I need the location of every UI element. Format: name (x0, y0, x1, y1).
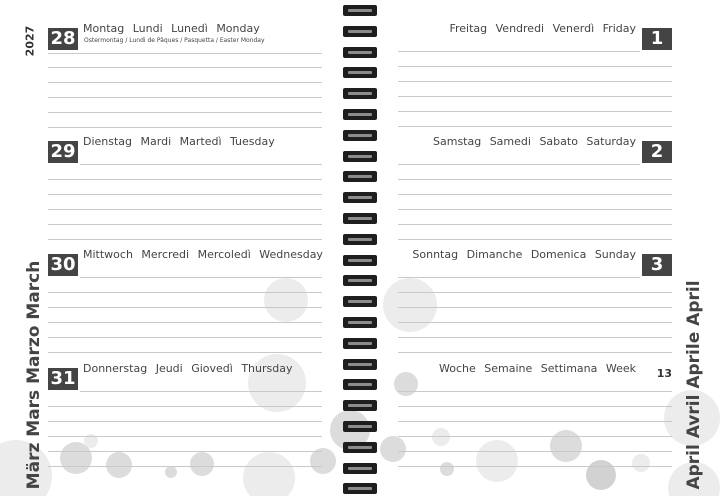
day-number: 29 (48, 141, 78, 163)
writing-line (398, 194, 672, 195)
day-block-30 (48, 248, 323, 362)
spiral-coil (343, 338, 377, 349)
day-name-label: Montag Lundi Lunedì Monday (83, 22, 260, 35)
day-name-label: Sonntag Dimanche Domenica Sunday (412, 248, 636, 261)
writing-line (398, 111, 672, 112)
spiral-coil (343, 151, 377, 162)
spiral-coil (343, 234, 377, 245)
writing-line (48, 194, 322, 195)
holiday-note: Ostermontag / Lundi de Pâques / Pasquetta / Easter Monday (84, 37, 265, 44)
writing-line (48, 292, 322, 293)
writing-line (80, 277, 322, 278)
writing-line (48, 67, 322, 68)
writing-line (398, 406, 672, 407)
spiral-coil (343, 26, 377, 37)
writing-line (398, 81, 672, 82)
writing-line (48, 112, 322, 113)
day-number: 2 (642, 141, 672, 163)
day-name-label: Mittwoch Mercredi Mercoledì Wednesday (83, 248, 323, 261)
week-label: Woche Semaine Settimana Week (439, 362, 636, 375)
spiral-coil (343, 296, 377, 307)
week-number: 13 (656, 367, 672, 380)
writing-line (398, 164, 640, 165)
writing-line (48, 82, 322, 83)
writing-line (398, 307, 672, 308)
writing-line (398, 421, 672, 422)
day-block-28 (48, 22, 322, 136)
day-number: 1 (642, 28, 672, 50)
writing-line (398, 179, 672, 180)
writing-line (398, 239, 672, 240)
spiral-coil (343, 442, 377, 453)
spiral-coil (343, 5, 377, 16)
day-number: 28 (48, 28, 78, 50)
spiral-coil (343, 192, 377, 203)
day-number: 30 (48, 254, 78, 276)
writing-line (48, 436, 322, 437)
day-block-3 (398, 248, 672, 362)
writing-line (48, 224, 322, 225)
writing-line (48, 421, 322, 422)
writing-line (398, 391, 672, 392)
month-label-april: April Avril Aprile April (684, 280, 704, 490)
writing-line (398, 224, 672, 225)
writing-line (398, 96, 672, 97)
day-name-label: Donnerstag Jeudi Giovedì Thursday (83, 362, 293, 375)
writing-line (48, 209, 322, 210)
writing-line (398, 337, 672, 338)
writing-line (398, 66, 672, 67)
day-name-label: Dienstag Mardi Martedì Tuesday (83, 135, 275, 148)
writing-line (48, 352, 322, 353)
spiral-coil (343, 47, 377, 58)
writing-line (48, 451, 322, 452)
writing-line (48, 239, 322, 240)
day-number: 3 (642, 254, 672, 276)
writing-line (48, 337, 322, 338)
spiral-coil (343, 171, 377, 182)
writing-line (48, 406, 322, 407)
spiral-coil (343, 130, 377, 141)
writing-line (48, 466, 322, 467)
spiral-coil (343, 317, 377, 328)
week-block (398, 362, 672, 476)
writing-line (48, 307, 322, 308)
writing-line (48, 127, 322, 128)
writing-line (398, 436, 672, 437)
writing-line (80, 164, 322, 165)
writing-line (398, 292, 672, 293)
writing-line (398, 277, 640, 278)
spiral-coil (343, 67, 377, 78)
day-block-29 (48, 135, 322, 249)
spiral-coil (343, 88, 377, 99)
day-block-1 (398, 22, 672, 136)
day-name-label: Samstag Samedi Sabato Saturday (433, 135, 636, 148)
spiral-coil (343, 463, 377, 474)
writing-line (48, 322, 322, 323)
spiral-coil (343, 359, 377, 370)
writing-line (48, 179, 322, 180)
writing-line (48, 97, 322, 98)
spiral-coil (343, 109, 377, 120)
spiral-coil (343, 379, 377, 390)
year-label: 2027 (23, 25, 37, 57)
writing-line (398, 322, 672, 323)
spiral-coil (343, 483, 377, 494)
spiral-coil (343, 400, 377, 411)
writing-line (398, 466, 672, 467)
spiral-coil (343, 275, 377, 286)
writing-line (80, 391, 322, 392)
day-number: 31 (48, 368, 78, 390)
spiral-coil (343, 213, 377, 224)
spiral-coil (343, 421, 377, 432)
writing-line (398, 451, 672, 452)
day-block-2 (398, 135, 672, 249)
writing-line (398, 209, 672, 210)
writing-line (398, 352, 672, 353)
day-block-31 (48, 362, 322, 476)
day-name-label: Freitag Vendredi Venerdì Friday (449, 22, 636, 35)
month-label-march: März Mars Marzo March (24, 260, 44, 490)
writing-line (398, 126, 672, 127)
writing-line (48, 53, 322, 54)
spiral-binding (341, 0, 379, 496)
spiral-coil (343, 255, 377, 266)
writing-line (398, 51, 640, 52)
